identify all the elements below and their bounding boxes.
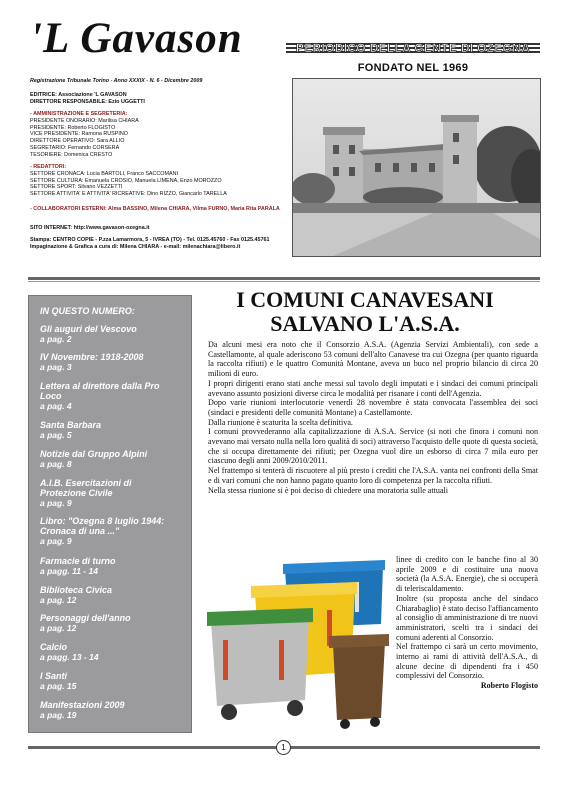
toc-item[interactable] — [40, 352, 180, 372]
toc-item[interactable] — [40, 381, 180, 411]
toc-page: a pagg. 11 - 14 — [40, 566, 98, 576]
editor-line: SETTORE ATTIVITA' E ATTIVITA' RICREATIVE: Dino RIZZO, Giancarlo TARELLA — [30, 191, 227, 198]
toc-title: Lettera al direttore dalla Pro Loco — [40, 381, 160, 401]
director-line — [30, 99, 285, 106]
toc-item[interactable] — [40, 585, 180, 605]
admin-line: SEGRETARIO: Fernando CORSERA — [30, 144, 120, 151]
tagline: PERIODICO DELLA GENTE DI OZEGNA — [295, 41, 531, 55]
article-paragraph: Dalla riunione è scaturita la scelta definitiva. — [208, 417, 353, 427]
admin-line: DIRETTORE OPERATIVO: Sara ALLIO — [30, 138, 125, 145]
toc-title: Gli auguri del Vescovo — [40, 324, 137, 334]
admin-line: TESORIERE: Domenica CRESTO — [30, 151, 113, 158]
toc-title: Calcio — [40, 642, 68, 652]
toc-page: a pag. 19 — [40, 710, 77, 720]
toc-page: a pag. 3 — [40, 362, 72, 372]
article-paragraph: Nel frattempo si tenterà di riscuotere al più presto i crediti che l'A.S.A. vanta nei confronti della Smat e di vari comuni che non hanno pagato quanto loro di competenza per la raccolta rifiuti. — [208, 466, 538, 485]
printer-line: Stampa: CENTRO COPIE - P.zza Lamarmora, 5 - IVREA (TO) - Tel. 0125.45760 - Fax 0125.45761 — [30, 237, 270, 243]
toc-title: Manifestazioni 2009 — [40, 700, 125, 710]
website-line: SITO INTERNET: http://www.gavason-ozegna.it — [30, 225, 150, 231]
toc-item[interactable] — [40, 324, 180, 344]
page-number: 1 — [276, 740, 291, 755]
toc-item[interactable] — [40, 478, 180, 508]
toc-item[interactable] — [40, 671, 180, 691]
toc-item[interactable] — [40, 516, 180, 546]
admin-section — [30, 111, 285, 159]
toc-title: A.I.B. Esercitazioni di Protezione Civile — [40, 478, 132, 498]
article-paragraph: I comuni provvederanno alla capitalizzazione di A.S.A. Service (si noti che finora i comuni non avevano mai versato nulla nella loro qualità di soci) attraverso l'acquisto delle quote di questa società, che si occupa direttamente dei rifiuti; per Ozegna vuol dire un esborso di circa 7 mila euro per ciascuno degli anni 2009/2010/2011. — [208, 427, 538, 466]
admin-heading: - AMMINISTRAZIONE E SEGRETERIA: — [30, 111, 128, 117]
toc-title: Farmacie di turno — [40, 556, 116, 566]
toc-item[interactable] — [40, 449, 180, 469]
recycling-bins-illustration — [205, 560, 395, 730]
director-text: DIRETTORE RESPONSABILE: Ezio UGGETTI — [30, 99, 145, 105]
admin-line: PRESIDENTE: Roberto FLOGISTO — [30, 124, 116, 131]
toc-page: a pag. 15 — [40, 681, 77, 691]
article-paragraph: Nella stessa riunione si è poi deciso di chiedere una moratoria sulle attuali — [208, 485, 449, 495]
toc-title: I Santi — [40, 671, 68, 681]
toc-title: IV Novembre: 1918-2008 — [40, 352, 144, 362]
article-author: Roberto Flogisto — [480, 681, 538, 691]
toc-item[interactable] — [40, 556, 180, 576]
headline-line-1: I COMUNI CANAVESANI — [236, 287, 494, 312]
article-paragraph: linee di credito con le banche fino al 30 aprile 2009 e di costituire una nuova società (la A.S.A. Energie), che si occuperà di teleriscaldamento. — [396, 555, 538, 594]
toc-item[interactable] — [40, 613, 180, 633]
toc-page: a pag. 5 — [40, 430, 72, 440]
article-paragraph: Inoltre (su proposta anche del sindaco Chiarabaglio) è stato deciso l'affiancamento al consiglio di amministrazione di tre nuovi amministratori, scelti tra i sindaci dei comuni aderenti al Consorzio. — [396, 593, 538, 642]
header-rule-thin — [28, 281, 540, 282]
article-body-top — [208, 340, 538, 495]
header-rule — [28, 277, 540, 280]
toc-title: Santa Barbara — [40, 420, 102, 430]
toc-page: a pag. 4 — [40, 401, 72, 411]
admin-line: PRESIDENTE ONORARIO: Marilisa CHIARA — [30, 117, 139, 124]
newspaper-title: 'L Gavason — [30, 15, 243, 62]
editor-line: SETTORE CRONACA: Lucia BARTOLI, Franco SACCOMANI — [30, 170, 178, 177]
registration-line: Registrazione Tribunale Torino - Anno XXXIX - N. 6 - Dicembre 2009 — [30, 78, 203, 84]
layout-credit-line: Impaginazione & Grafica a cura di: Milena CHIARA - e-mail: milenachiara@libero.it — [30, 244, 241, 250]
external-text: - COLLABORATORI ESTERNI: Alma BASSINO, Milena CHIARA, Vilma FURNO, Maria Rita PARALA — [30, 206, 280, 212]
toc-item[interactable] — [40, 700, 180, 720]
toc-title: Notizie dal Gruppo Alpini — [40, 449, 148, 459]
toc-title: Biblioteca Civica — [40, 585, 113, 595]
toc-page: a pagg. 13 - 14 — [40, 652, 99, 662]
article-paragraph: I propri dirigenti erano stati anche messi sul tavolo degli imputati e i sindaci dei comuni principali avevano assunto posizioni diverse circa le modalità per risanare i conti dell'Agenzia. — [208, 378, 538, 398]
toc-page: a pag. 12 — [40, 595, 77, 605]
toc-title: Libro: "Ozegna 8 luglio 1944: Cronaca di una ..." — [40, 516, 165, 536]
recycling-bins-graphic — [205, 560, 395, 730]
toc-page: a pag. 9 — [40, 536, 72, 546]
toc-item[interactable] — [40, 642, 180, 662]
article-paragraph: Da alcuni mesi era noto che il Consorzio A.S.A. (Agenzia Servizi Ambientali), con sede a Castellamonte, al quale aderiscono 53 comuni dell'alto Canavese tra cui Ozegna (per quanto riguarda la raccolta rifiuti) e le quattro Comunità Montane, aveva un buco nel proprio bilancio di circa 20 milioni di euro. — [208, 340, 538, 379]
publisher-line — [30, 92, 285, 99]
editors-heading: - REDATTORI: — [30, 164, 67, 170]
editors-section — [30, 164, 285, 198]
founded-line: FONDATO NEL 1969 — [357, 62, 469, 74]
admin-line: VICE PRESIDENTE: Ramona RUSPINO — [30, 131, 128, 138]
toc-page: a pag. 9 — [40, 498, 72, 508]
publisher-text: EDITRICE: Associazione 'L GAVASON — [30, 92, 127, 98]
article-paragraph: Nel frattempo ci sarà un certo movimento, interno ai rami di attività dell'A.S.A., di alcune decine di dipendenti fra i 450 complessivi del Consorzio. — [396, 642, 538, 681]
toc-page: a pag. 8 — [40, 459, 72, 469]
article-headline — [190, 288, 540, 336]
headline-line-2: SALVANO L'A.S.A. — [270, 311, 460, 336]
toc-page: a pag. 12 — [40, 623, 77, 633]
toc-item[interactable] — [40, 420, 180, 440]
castle-photo-graphic — [293, 79, 540, 256]
editor-line: SETTORE SPORT: Silvano VEZZETTI — [30, 184, 123, 191]
article-paragraph: Dopo varie riunioni interlocutorie venerdì 28 novembre è stata convocata l'assemblea dei soci (sindaci e presidenti delle comunità Montane) a Castellamonte. — [208, 398, 538, 417]
editor-line: SETTORE CULTURA: Emanuela CROSIO, Manuela LIMENA, Enzo MOROZZO — [30, 177, 222, 184]
article-body-column — [396, 555, 538, 691]
castle-photo — [292, 78, 541, 257]
toc-title: Personaggi dell'anno — [40, 613, 131, 623]
external-collaborators — [30, 206, 282, 213]
toc-page: a pag. 2 — [40, 334, 72, 344]
contents-heading: IN QUESTO NUMERO: — [40, 306, 135, 316]
